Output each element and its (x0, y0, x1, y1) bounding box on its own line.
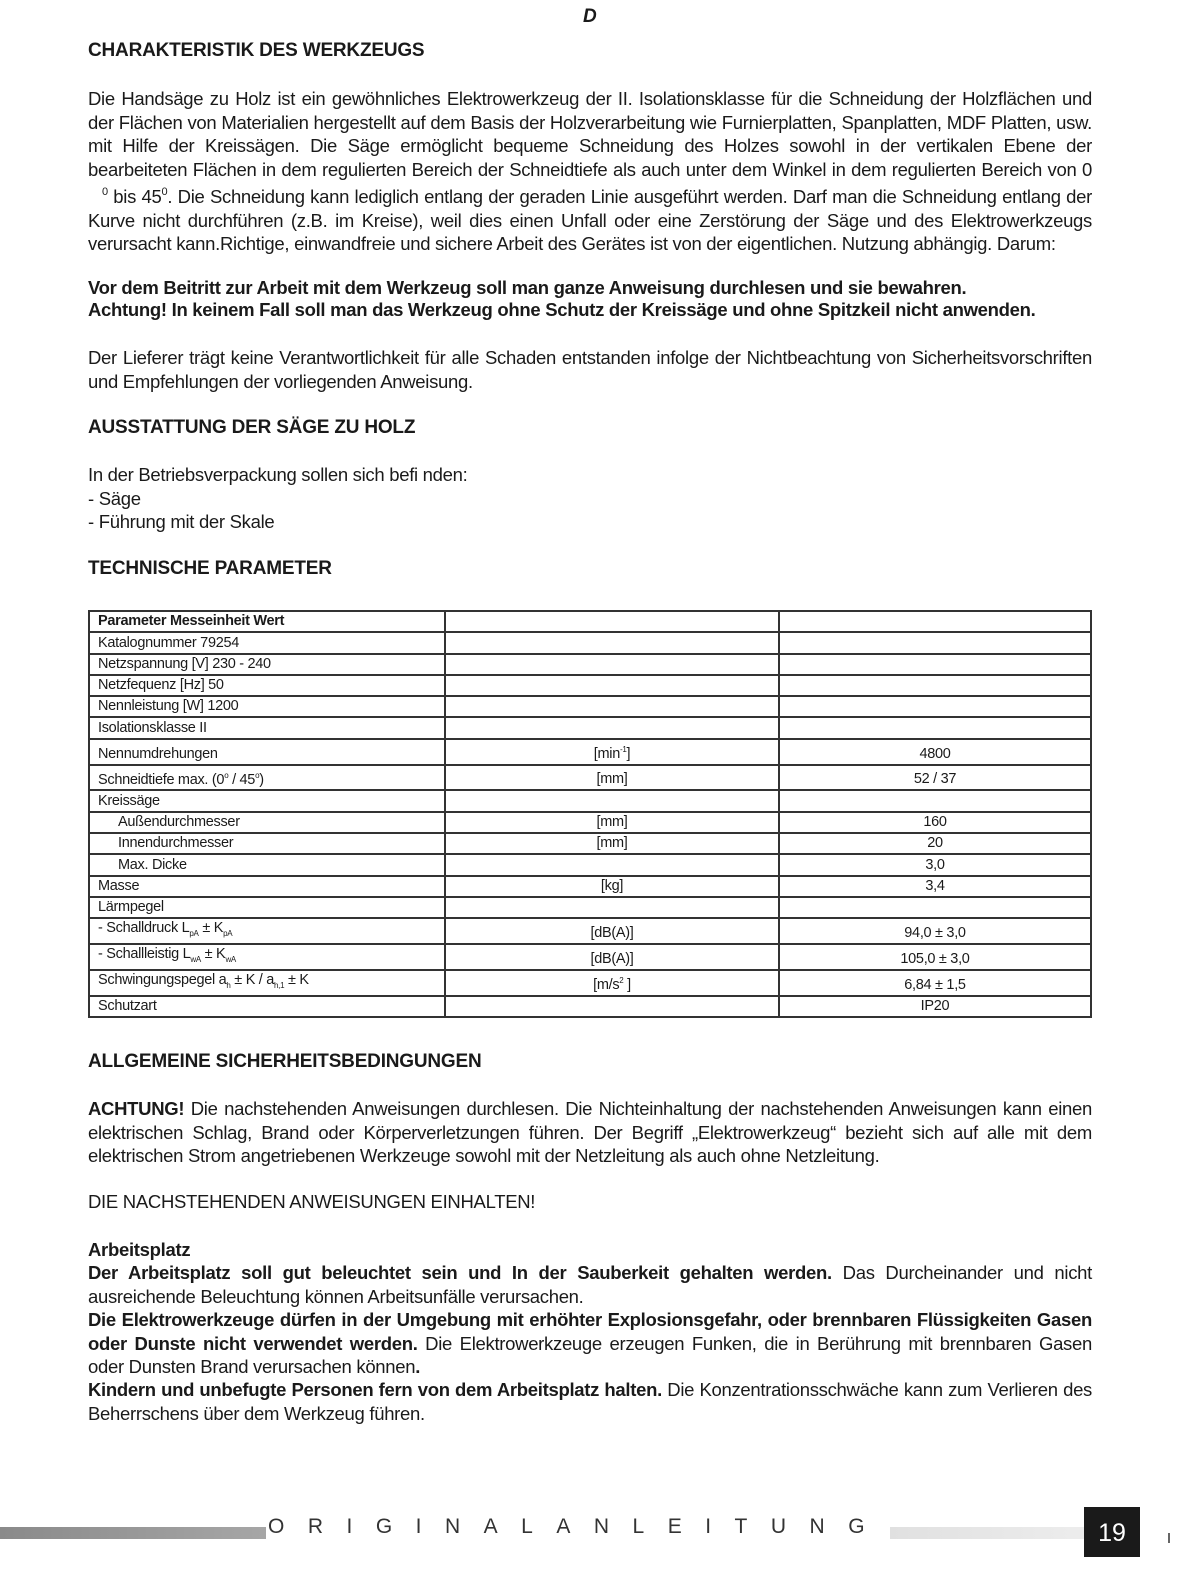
table-row (89, 717, 1091, 738)
language-marker: D (583, 6, 597, 27)
param-label: Schneidtiefe max. (0$^o$ / 45$^o$) (89, 765, 445, 791)
param-label: Nennleistung [W] 1200 (89, 696, 445, 717)
equipment-item: - Führung mit der Skale (88, 511, 275, 532)
warning-read-instructions: Vor dem Beitritt zur Arbeit mit dem Werkzeug soll man ganze Anweisung durchlesen und sie bewahren. (88, 277, 967, 298)
param-unit: [mm] (445, 833, 779, 854)
param-label: - Schalldruck $L_{pA} \pm K_{pA}$ (89, 918, 445, 944)
param-unit: [kg] (445, 876, 779, 897)
param-label: Schutzart (89, 996, 445, 1017)
table-row (89, 739, 1091, 765)
attention-paragraph: ACHTUNG! Die nachstehenden Anweisungen durchlesen. Die Nichteinhaltung der nachstehenden Anweisungen kann einen elektrischen Schlag, Brand oder Körperverletzungen führen. Der Begriff „Elektrowerkzeug“ bezieht sich auf alle mit dem elektrischen Strom angetriebenen Werkzeuge sowohl mit der Netzleitung als auch ohne Netzleitung. (88, 1098, 1092, 1166)
liability-paragraph: Der Lieferer trägt keine Verantwortlichkeit für alle Schaden entstanden infolge der Nichtbeachtung von Sicherheitsvorschriften und Empfehlungen der vorliegenden Anweisung. (88, 347, 1092, 392)
table-row (89, 765, 1091, 791)
footer-title: ORIGINALANLEITUNG (268, 1515, 889, 1538)
table-row (89, 654, 1091, 675)
table-row (89, 790, 1091, 811)
param-value: 105,0 ± 3,0 (779, 944, 1091, 970)
table-row (89, 833, 1091, 854)
param-label: Schwingungspegel $a_h \pm K / a_{h,1} \pm K$ (89, 970, 445, 996)
param-value: 94,0 ± 3,0 (779, 918, 1091, 944)
characteristics-paragraph: Die Handsäge zu Holz ist ein gewöhnliches Elektrowerkzeug der II. Isolationsklasse für die Schneidung der Holzflächen und der Flächen von Materialien hergestellt auf dem Basis der Holzverarbeitung wie Furnierplatten, Spanplatten, MDF Platten, usw. mit Hilfe der Kreissägen. Die Säge ermöglicht bequeme Schneidung des Holzes sowohl in der vertikalen Ebene der bearbeiteten Flächen in dem regulierten Bereich der Schneidtiefe als auch unter dem Winkel in dem regulierten Bereich von $0^0$ bis $45^0$. Die Schneidung kann lediglich entlang der geraden Linie ausgeführt werden. Darf man die Schneidung entlang der Kurve nicht durchführen (z.B. im Kreise), weil dies einen Unfall oder eine Zerstörung der Säge und des Elektrowerkzeugs verursacht kann.Richtige, einwandfreie und sichere Arbeit des Gerätes ist von der eigentlichen. Nutzung abhängig. Darum: (88, 88, 1092, 254)
param-unit: [$m/s^2$ ] (445, 970, 779, 996)
workplace-rule: Der Arbeitsplatz soll gut beleuchtet sein und In der Sauberkeit gehalten werden. Das Durcheinander und nicht ausreichende Beleuchtung können Arbeitsunfälle verursachen. (88, 1262, 1092, 1307)
table-row (89, 996, 1091, 1017)
warning-blade-guard: Achtung! In keinem Fall soll man das Werkzeug ohne Schutz der Kreissäge und ohne Spitzkeil nicht anwenden. (88, 299, 1036, 320)
equipment-item: - Säge (88, 488, 141, 509)
workplace-title: Arbeitsplatz (88, 1239, 191, 1260)
param-label: Innendurchmesser (89, 833, 445, 854)
table-row (89, 876, 1091, 897)
param-value: 6,84 ± 1,5 (779, 970, 1091, 996)
param-label: Nennumdrehungen (89, 739, 445, 765)
table-row (89, 897, 1091, 918)
technical-parameters-table (88, 610, 1092, 1018)
table-header-cell: Parameter Messeinheit Wert (89, 611, 445, 632)
param-unit: [mm] (445, 812, 779, 833)
equipment-intro: In der Betriebsverpackung sollen sich befi nden: (88, 464, 468, 485)
footer-tick (1168, 1533, 1170, 1543)
workplace-rule: Kindern und unbefugte Personen fern von dem Arbeitsplatz halten. Die Konzentrationsschwäche kann zum Verlieren des Beherrschens über dem Werkzeug führen. (88, 1379, 1093, 1424)
param-value: 52 / 37 (779, 765, 1091, 791)
param-unit: [dB(A)] (445, 918, 779, 944)
param-value: 3,0 (779, 854, 1091, 875)
param-label: Masse (89, 876, 445, 897)
param-label: Netzspannung [V] 230 - 240 (89, 654, 445, 675)
section-title-safety: ALLGEMEINE SICHERHEITSBEDINGUNGEN (88, 1051, 482, 1072)
param-value: 4800 (779, 739, 1091, 765)
table-row (89, 970, 1091, 996)
param-label: - Schallleistig $L_{wA} \pm K_{wA}$ (89, 944, 445, 970)
param-value: 160 (779, 812, 1091, 833)
param-label: Lärmpegel (89, 897, 445, 918)
comply-heading: DIE NACHSTEHENDEN ANWEISUNGEN EINHALTEN! (88, 1191, 536, 1212)
workplace-rule: Die Elektrowerkzeuge dürfen in der Umgebung mit erhöhter Explosionsgefahr, oder brennbaren Flüssigkeiten Gasen oder Dunste nicht verwendet werden. Die Elektrowerkzeuge erzeugen Funken, die in Berührung mit brennbaren Gasen oder Dunsten Brand verursachen können. (88, 1309, 1092, 1377)
table-row (89, 696, 1091, 717)
param-unit: [dB(A)] (445, 944, 779, 970)
table-row (89, 944, 1091, 970)
param-label: Kreissäge (89, 790, 445, 811)
param-unit: [mm] (445, 765, 779, 791)
table-row (89, 611, 1091, 632)
table-row (89, 675, 1091, 696)
param-label: Max. Dicke (89, 854, 445, 875)
section-title-equipment: AUSSTATTUNG DER SÄGE ZU HOLZ (88, 417, 416, 438)
param-label: Netzfequenz [Hz] 50 (89, 675, 445, 696)
param-label: Isolationsklasse II (89, 717, 445, 738)
table-row (89, 854, 1091, 875)
param-value: 3,4 (779, 876, 1091, 897)
param-label: Katalognummer 79254 (89, 632, 445, 653)
table-row (89, 632, 1091, 653)
param-label: Außendurchmesser (89, 812, 445, 833)
param-value: 20 (779, 833, 1091, 854)
page-number: 19 (1084, 1507, 1140, 1557)
param-unit: $[\min^{-1}]$ (445, 739, 779, 765)
section-title-technical: TECHNISCHE PARAMETER (88, 558, 332, 579)
section-title-characteristics: CHARAKTERISTIK DES WERKZEUGS (88, 40, 425, 61)
param-value: IP20 (779, 996, 1091, 1017)
table-row (89, 812, 1091, 833)
table-row (89, 918, 1091, 944)
